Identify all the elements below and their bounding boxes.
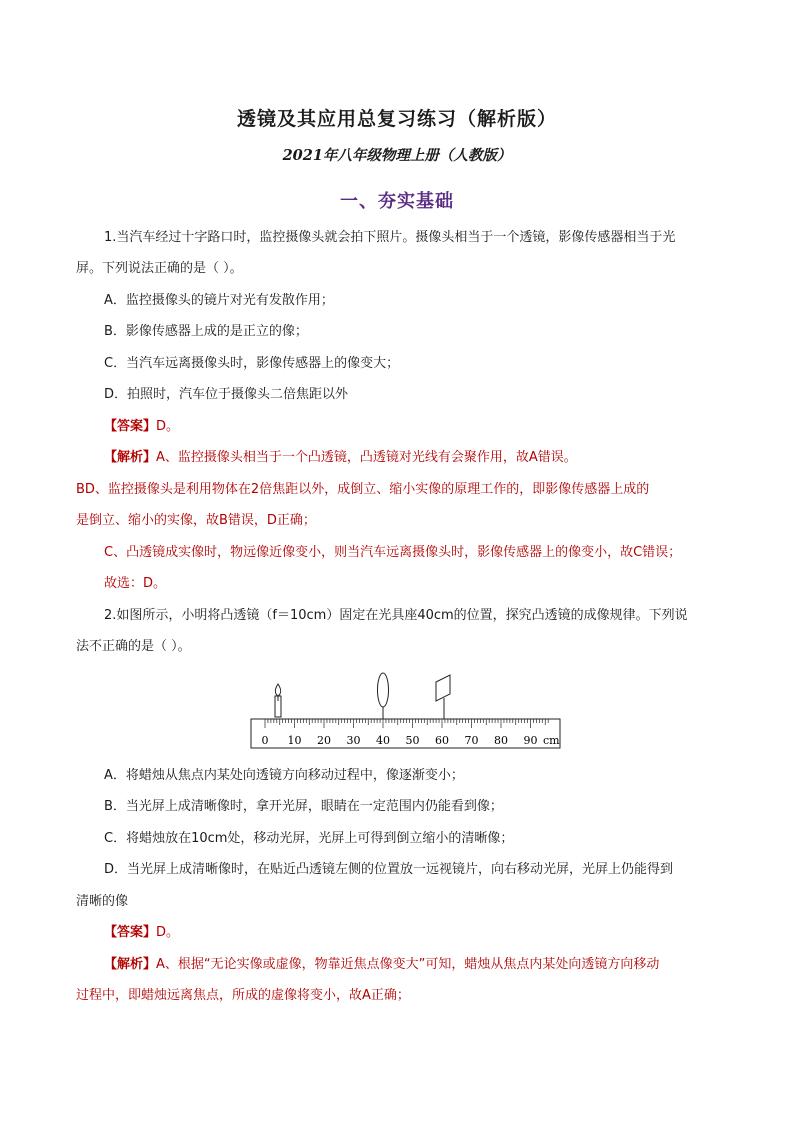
ruler-unit: cm [543, 734, 560, 747]
ruler-labels [262, 734, 538, 747]
ruler-label: 60 [435, 734, 449, 747]
ruler-label: 40 [376, 734, 390, 747]
ruler-label: 80 [494, 734, 508, 747]
q1-option-a: A．监控摄像头的镜片对光有发散作用； [104, 293, 334, 308]
q2-stem-line1: 2.如图所示，小明将凸透镜（f＝10cm）固定在光具座40cm的位置，探究凸透镜的成像规律。下列说 [104, 608, 688, 623]
q1-stem-line2: 屏。下列说法正确的是（ ）。 [76, 261, 243, 276]
ruler-label: 10 [287, 734, 302, 747]
q1-answer-tag: 【答案】 [104, 419, 157, 434]
ruler-label: 90 [523, 734, 538, 747]
optical-bench-figure [240, 668, 570, 754]
ruler-label: 50 [405, 734, 420, 747]
q2-answer-value: D。 [156, 925, 180, 940]
q1-option-d: D．拍照时，汽车位于摄像头二倍焦距以外 [104, 387, 349, 402]
q2-answer-tag: 【答案】 [104, 925, 157, 940]
q2-option-d-line2: 清晰的像 [76, 894, 129, 909]
ruler-ticks [265, 719, 548, 728]
q2-option-d-line1: D．当光屏上成清晰像时，在贴近凸透镜左侧的位置放一远视镜片，向右移动光屏，光屏上仍能得到 [104, 862, 674, 877]
q2-stem-line2: 法不正确的是（ ）。 [76, 639, 191, 654]
q1-analysis-tag: 【解析】 [104, 450, 157, 465]
q1-analysis-bd-line2: 是倒立、缩小的实像，故B错误，D正确； [76, 513, 316, 528]
q2-analysis-a-text: A、根据“无论实像或虚像，物靠近焦点像变大”可知，蜡烛从焦点内某处向透镜方向移动 [156, 957, 660, 972]
ruler-label: 70 [464, 734, 479, 747]
document-subtitle: 2021年八年级物理上册（人教版） [282, 147, 512, 164]
q1-option-c: C．当汽车远离摄像头时，影像传感器上的像变大； [104, 356, 400, 371]
q2-analysis-a-line2: 过程中，即蜡烛远离焦点，所成的虚像将变小，故A正确； [76, 988, 410, 1003]
q2-analysis-tag: 【解析】 [104, 957, 157, 972]
ruler-label: 0 [261, 734, 269, 747]
q1-answer-value: D。 [156, 419, 180, 434]
q1-analysis-a-text: A、监控摄像头相当于一个凸透镜，凸透镜对光线有会聚作用，故A错误。 [156, 450, 577, 465]
q2-option-b: B．当光屏上成清晰像时，拿开光屏，眼睛在一定范围内仍能看到像； [104, 799, 503, 814]
q1-analysis-bd-line1: BD、监控摄像头是利用物体在2倍焦距以外，成倒立、缩小实像的原理工作的，即影像传感器上成的 [76, 482, 650, 497]
document-title: 透镜及其应用总复习练习（解析版） [236, 108, 557, 130]
candle-icon [275, 684, 281, 717]
q1-answer [104, 417, 179, 437]
light-screen-icon [436, 675, 450, 719]
q2-option-a: A．将蜡烛从焦点内某处向透镜方向移动过程中，像逐渐变小； [104, 768, 464, 783]
ruler-label: 30 [346, 734, 361, 747]
q2-answer [104, 923, 179, 943]
convex-lens-icon [378, 673, 389, 719]
q1-option-b: B．影像传感器上成的是正立的像； [104, 324, 308, 339]
q1-conclusion: 故选：D。 [104, 576, 167, 591]
q1-analysis-c: C、凸透镜成实像时，物远像近像变小，则当汽车远离摄像头时，影像传感器上的像变小，故C错误； [104, 545, 682, 560]
section-heading: 一、夯实基础 [340, 191, 454, 212]
ruler-label: 20 [317, 734, 331, 747]
q2-option-c: C．将蜡烛放在10cm处，移动光屏，光屏上可得到倒立缩小的清晰像； [104, 831, 514, 846]
q1-stem-line1: 1.当汽车经过十字路口时，监控摄像头就会拍下照片。摄像头相当于一个透镜，影像传感器相当于光 [104, 230, 676, 245]
q2-analysis-a-line1 [104, 955, 659, 975]
q1-analysis-a [104, 448, 577, 468]
